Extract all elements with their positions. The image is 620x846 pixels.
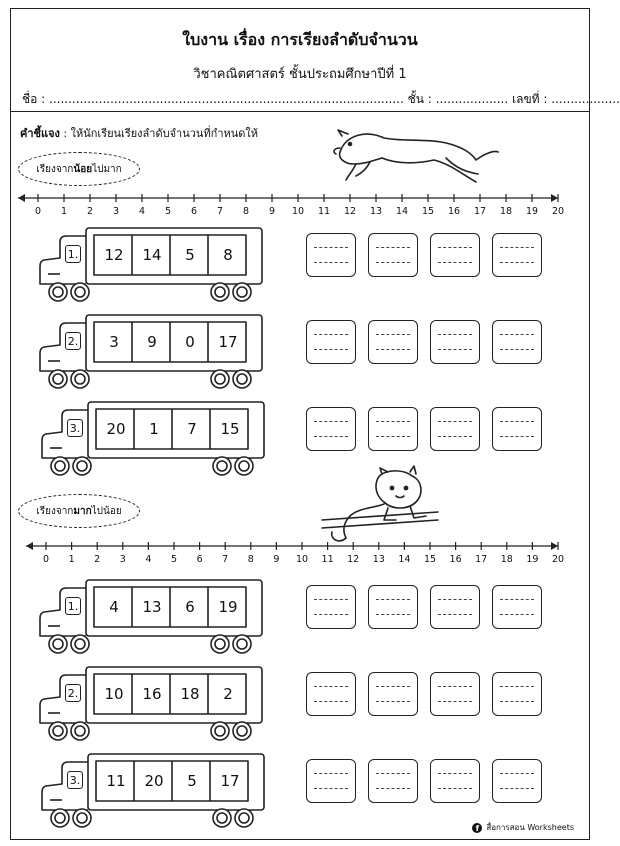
truck-number: 3. [67, 419, 83, 437]
cargo-number: 11 [106, 772, 126, 790]
answer-box[interactable] [492, 407, 542, 451]
sort-label-suffix: ไปมาก [92, 163, 122, 175]
sort-label-bold: มาก [73, 505, 92, 517]
number-line-label: 5 [164, 206, 172, 217]
number-line-label: 8 [242, 206, 250, 217]
name-blank[interactable]: ............................................................................................. [49, 92, 404, 106]
footer-brand [472, 821, 574, 834]
number-line-label: 3 [112, 206, 120, 217]
footer-brand-text: สื่อการสอน Worksheets [486, 823, 574, 832]
number-line-label: 1 [68, 554, 75, 565]
class-label: ชั้น : [407, 92, 432, 106]
number-line-label: 6 [190, 206, 198, 217]
arrow-right-icon [551, 542, 558, 550]
sort-descending-label [18, 494, 140, 528]
number-line-label: 19 [525, 206, 539, 217]
instruction-text: : ให้นักเรียนเรียงลำดับจำนวนที่กำหนดให้ [59, 127, 259, 140]
name-label: ชื่อ : [22, 92, 46, 106]
number-line-label: 17 [473, 206, 487, 217]
cargo-number: 5 [185, 246, 195, 264]
number-line [8, 538, 600, 568]
number-line-label: 4 [138, 206, 146, 217]
truck-row [36, 309, 276, 391]
sort-label-suffix: ไปน้อย [91, 505, 122, 517]
number-line-label: 1 [60, 206, 68, 217]
truck-row [36, 574, 276, 656]
number-line-label: 18 [499, 206, 513, 217]
running-cheetah-illustration [326, 124, 502, 190]
truck-row [36, 222, 276, 304]
answer-box[interactable] [306, 407, 356, 451]
cargo-number: 6 [185, 598, 195, 616]
answer-box[interactable] [492, 585, 542, 629]
number-line-label: 3 [119, 554, 126, 565]
cargo-number: 14 [142, 246, 162, 264]
worksheet-title: ใบงาน เรื่อง การเรียงลำดับจำนวน [182, 30, 418, 49]
number-line-label: 20 [551, 206, 565, 217]
number-line-label: 2 [86, 206, 94, 217]
cargo-number: 20 [144, 772, 164, 790]
answer-box[interactable] [430, 407, 480, 451]
number-blank[interactable]: .................. [551, 92, 620, 106]
number-line-label: 0 [34, 206, 42, 217]
number-line-label: 18 [500, 554, 513, 565]
number-line-label: 13 [369, 206, 383, 217]
cargo-number: 15 [220, 420, 240, 438]
cargo-number: 8 [223, 246, 233, 264]
number-line-label: 10 [295, 554, 309, 565]
answer-box[interactable] [368, 233, 418, 277]
answer-box[interactable] [306, 233, 356, 277]
cargo-number: 4 [109, 598, 119, 616]
number-line-label: 0 [42, 554, 50, 565]
answer-box[interactable] [430, 320, 480, 364]
number-line-label: 17 [475, 554, 488, 565]
sort-ascending-label [18, 152, 140, 186]
number-line-label: 19 [526, 554, 539, 565]
cargo-number: 17 [220, 772, 240, 790]
arrow-left-icon [26, 542, 33, 550]
answer-box[interactable] [306, 759, 356, 803]
answer-box[interactable] [306, 585, 356, 629]
number-line-label: 10 [291, 206, 305, 217]
truck-number: 3. [67, 771, 83, 789]
number-line-label: 15 [421, 206, 435, 217]
answer-box[interactable] [492, 320, 542, 364]
truck-row [38, 748, 278, 830]
cargo-number: 0 [185, 333, 195, 351]
number-line-label: 20 [551, 554, 565, 565]
truck-row [38, 396, 278, 478]
number-line-label: 6 [196, 554, 203, 565]
number-line-label: 2 [94, 554, 101, 565]
number-line-label: 8 [247, 554, 254, 565]
truck-number: 2. [65, 332, 81, 350]
answer-box[interactable] [368, 407, 418, 451]
number-line-label: 4 [145, 554, 152, 565]
number-line-label: 11 [321, 554, 334, 565]
answer-box[interactable] [306, 672, 356, 716]
instruction [20, 124, 258, 142]
answer-box[interactable] [368, 585, 418, 629]
cargo-number: 2 [223, 685, 233, 703]
cargo-number: 1 [149, 420, 159, 438]
arrow-right-icon [551, 194, 558, 202]
answer-box[interactable] [368, 759, 418, 803]
sort-label-prefix: เรียงจาก [36, 163, 74, 175]
number-line-label: 14 [398, 554, 411, 565]
truck-number: 2. [65, 684, 81, 702]
cargo-number: 10 [104, 685, 124, 703]
number-line-label: 9 [273, 554, 280, 565]
sort-label-bold: น้อย [73, 163, 93, 175]
sort-label-prefix: เรียงจาก [36, 505, 74, 517]
truck-row [36, 661, 276, 743]
answer-box[interactable] [492, 233, 542, 277]
answer-box[interactable] [430, 585, 480, 629]
cargo-number: 16 [142, 685, 162, 703]
number-line-label: 15 [423, 554, 437, 565]
truck-number: 1. [65, 245, 81, 263]
cargo-number: 7 [187, 420, 197, 438]
answer-box[interactable] [430, 759, 480, 803]
cargo-number: 5 [187, 772, 197, 790]
number-line [0, 190, 600, 220]
answer-box[interactable] [430, 672, 480, 716]
cargo-number: 20 [106, 420, 126, 438]
worksheet-subtitle: วิชาคณิตศาสตร์ ชั้นประถมศึกษาปีที่ 1 [193, 67, 407, 82]
cargo-number: 12 [104, 246, 124, 264]
answer-box[interactable] [430, 233, 480, 277]
number-line-label: 16 [447, 206, 461, 217]
cargo-number: 17 [218, 333, 238, 351]
answer-box[interactable] [368, 320, 418, 364]
arrow-left-icon [18, 194, 25, 202]
facebook-icon: f [472, 823, 482, 833]
number-line-label: 5 [170, 554, 178, 565]
cargo-number: 18 [180, 685, 200, 703]
answer-box[interactable] [306, 320, 356, 364]
number-line-label: 14 [395, 206, 409, 217]
cargo-number: 9 [147, 333, 157, 351]
number-line-label: 11 [317, 206, 331, 217]
answer-box[interactable] [492, 759, 542, 803]
number-line-label: 7 [222, 554, 229, 565]
class-blank[interactable]: ................... [435, 92, 509, 106]
truck-number: 1. [65, 597, 81, 615]
student-fields [22, 90, 620, 109]
number-line-label: 12 [343, 206, 357, 217]
cargo-number: 3 [109, 333, 119, 351]
number-line-label: 12 [347, 554, 360, 565]
number-line-label: 13 [372, 554, 385, 565]
number-label: เลขที่ : [511, 92, 548, 106]
answer-box[interactable] [368, 672, 418, 716]
resting-leopard-illustration [318, 466, 444, 546]
cargo-number: 19 [218, 598, 238, 616]
number-line-label: 9 [268, 206, 276, 217]
number-line-label: 7 [216, 206, 224, 217]
cargo-number: 13 [142, 598, 162, 616]
number-line-label: 16 [449, 554, 462, 565]
instruction-label: คำชี้แจง [20, 127, 60, 140]
answer-box[interactable] [492, 672, 542, 716]
